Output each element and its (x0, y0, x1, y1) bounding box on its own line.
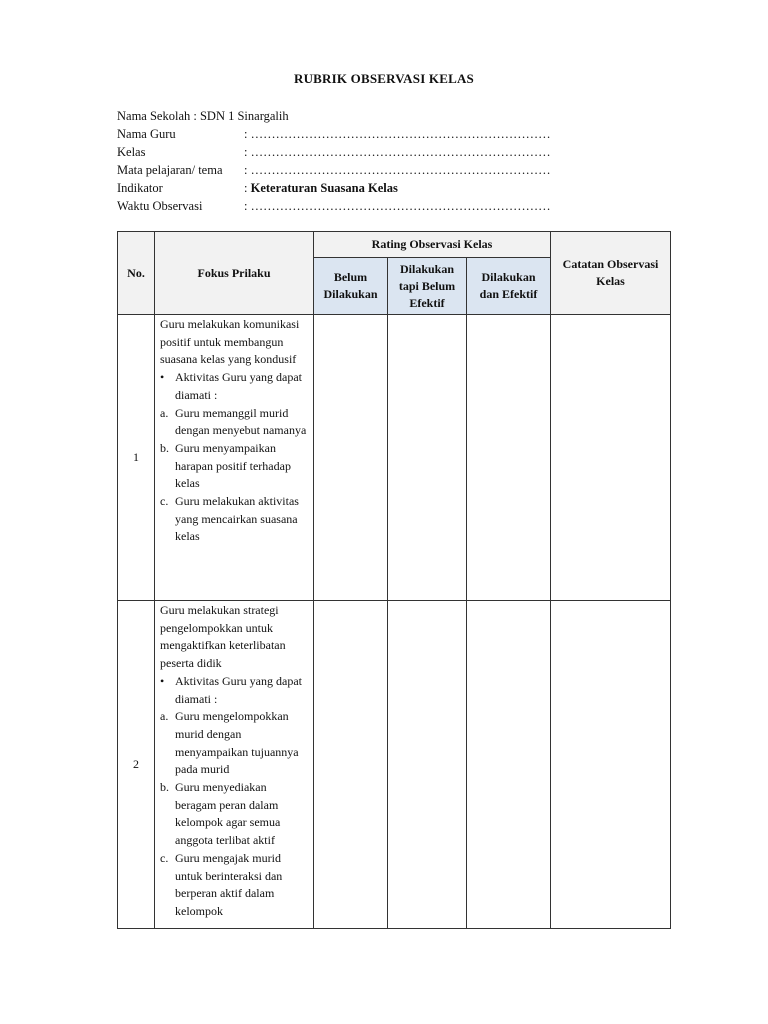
item-marker: b. (160, 440, 169, 455)
header-belum: Belum Dilakukan (314, 258, 388, 315)
bullet-icon: • (160, 370, 165, 385)
focus-cell (155, 601, 314, 929)
info-row-indikator (117, 179, 551, 197)
item-marker: c. (160, 494, 169, 509)
info-row-waktu (117, 197, 551, 215)
catatan-cell[interactable] (551, 315, 671, 601)
info-row-mapel (117, 161, 551, 179)
table-row (118, 315, 671, 601)
focus-item (160, 779, 309, 850)
item-marker: a. (160, 709, 169, 724)
info-value: : ……………………………………………………………… (244, 199, 551, 213)
info-label: Mata pelajaran/ tema (117, 163, 223, 177)
item-text: Guru melakukan aktivitas yang mencairkan suasana kelas (175, 494, 299, 544)
focus-bullet (160, 369, 309, 404)
item-text: Guru memanggil murid dengan menyebut namanya (175, 405, 307, 438)
rating-tapi-belum-cell[interactable] (388, 601, 467, 929)
item-text: Guru mengajak murid untuk berinteraksi dan berperan aktif dalam kelompok (175, 850, 283, 918)
focus-item (160, 708, 309, 779)
rating-belum-cell[interactable] (314, 315, 388, 601)
info-label: Nama Guru (117, 127, 176, 141)
info-value: : ……………………………………………………………… (244, 145, 551, 159)
info-row-guru (117, 125, 551, 143)
rating-tapi-belum-cell[interactable] (388, 315, 467, 601)
item-marker: b. (160, 780, 169, 795)
info-row-kelas (117, 143, 551, 161)
info-label: Kelas (117, 145, 146, 159)
table-row (118, 601, 671, 929)
info-colon: : (244, 181, 251, 195)
row-number: 1 (118, 315, 155, 601)
header-efektif: Dilakukan dan Efektif (467, 258, 551, 315)
rating-efektif-cell[interactable] (467, 601, 551, 929)
observation-table (117, 231, 671, 929)
bullet-text: Aktivitas Guru yang dapat diamati : (175, 370, 302, 402)
header-fokus: Fokus Prilaku (155, 232, 314, 315)
identity-section (117, 107, 551, 215)
focus-item (160, 440, 309, 493)
bullet-text: Aktivitas Guru yang dapat diamati : (175, 673, 302, 706)
focus-intro: Guru melakukan strategi pengelompokkan untuk mengaktifkan keterlibatan peserta didik (160, 603, 286, 671)
bullet-icon: • (160, 673, 165, 688)
focus-intro: Guru melakukan komunikasi positif untuk membangun suasana kelas yang kondusif (160, 317, 300, 367)
item-marker: a. (160, 405, 169, 420)
focus-cell (155, 315, 314, 601)
item-text: Guru menyediakan beragam peran dalam kelompok agar semua anggota terlibat aktif (175, 780, 281, 848)
indikator-value: Keteraturan Suasana Kelas (250, 181, 398, 195)
rating-efektif-cell[interactable] (467, 315, 551, 601)
catatan-cell[interactable] (551, 601, 671, 929)
info-label: Indikator (117, 181, 163, 195)
rating-belum-cell[interactable] (314, 601, 388, 929)
header-tapi-belum: Dilakukan tapi Belum Efektif (388, 258, 467, 315)
info-label: Nama Sekolah (117, 109, 191, 123)
item-marker: c. (160, 850, 169, 865)
info-value (244, 179, 398, 197)
header-no: No. (118, 232, 155, 315)
focus-item (160, 405, 309, 440)
item-text: Guru menyampaikan harapan positif terhadap kelas (175, 440, 291, 491)
info-value: : SDN 1 Sinargalih (190, 109, 289, 123)
row-number: 2 (118, 601, 155, 929)
focus-item (160, 493, 309, 546)
focus-item (160, 850, 309, 921)
info-label: Waktu Observasi (117, 199, 203, 213)
info-row-sekolah (117, 107, 551, 125)
item-text: Guru mengelompokkan murid dengan menyampaikan tujuannya pada murid (175, 709, 299, 777)
page-title: RUBRIK OBSERVASI KELAS (294, 71, 474, 86)
focus-bullet (160, 673, 309, 708)
header-catatan: Catatan Observasi Kelas (551, 232, 671, 315)
info-value: : ……………………………………………………………… (244, 127, 551, 141)
header-rating: Rating Observasi Kelas (314, 232, 551, 258)
info-value: : ……………………………………………………………… (244, 163, 551, 177)
